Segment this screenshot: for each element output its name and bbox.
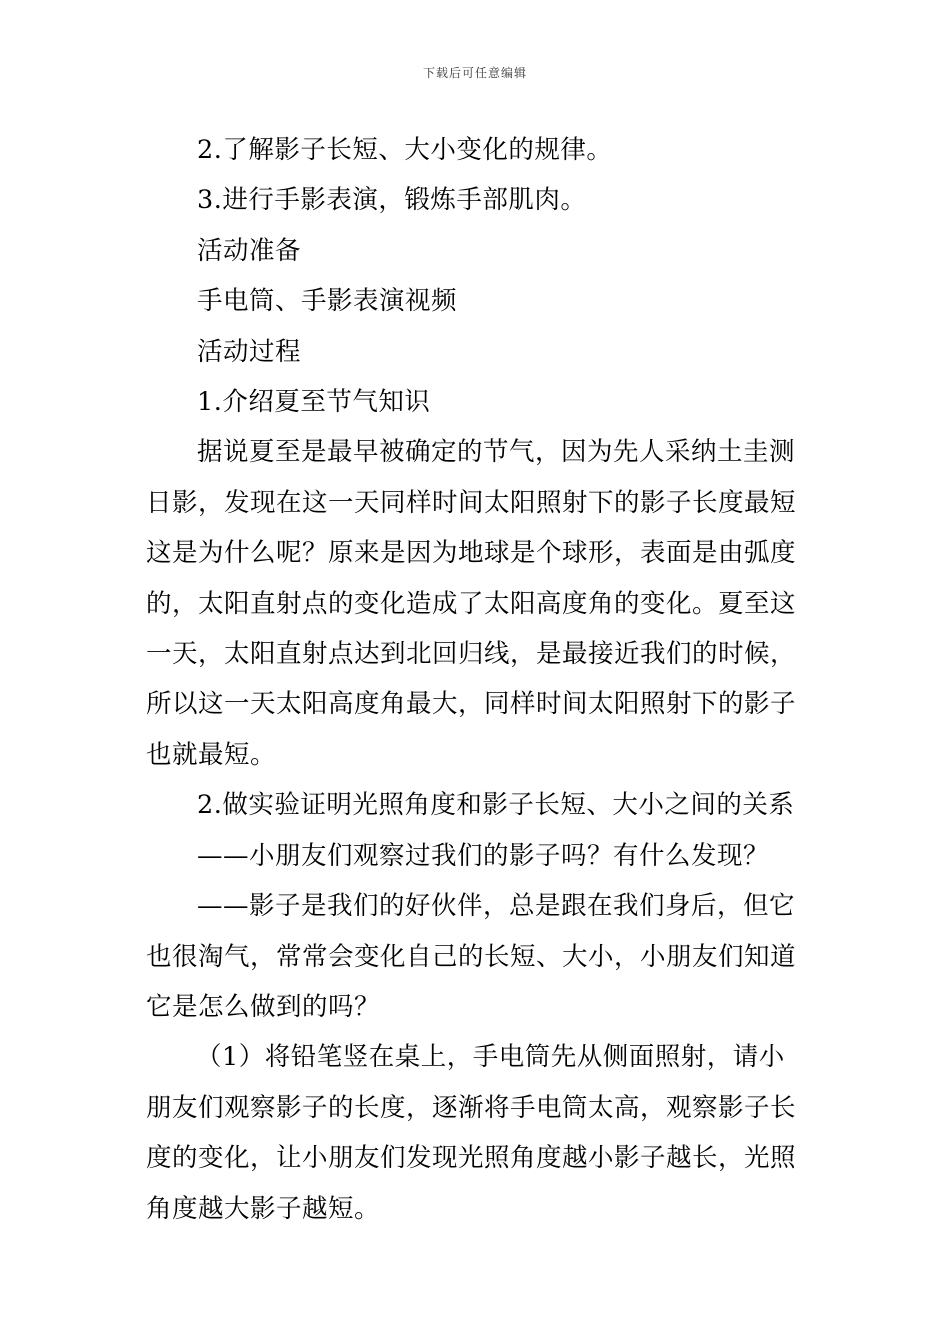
paragraph-objective-3: 3.进行手影表演，锻炼手部肌肉。: [197, 185, 587, 216]
page-header-note: 下载后可任意编辑: [422, 66, 527, 80]
paragraph-materials: 手电筒、手影表演视频: [197, 286, 458, 317]
heading-activity-process: 活动过程: [197, 336, 302, 367]
experiment-step-1: （1）将铅笔竖在桌上，手电筒先从侧面照射，请小朋友们观察影子的长度，逐渐将手电筒太高，观察影子长度的变化，让小朋友们发现光照角度越小影子越长，光照角度越大影子越短。: [146, 1042, 797, 1224]
dialogue-question: ——小朋友们观察过我们的影子吗？有什么发现？: [197, 840, 770, 871]
step-2-title: 2.做实验证明光照角度和影子长短、大小之间的关系: [197, 790, 795, 821]
heading-activity-preparation: 活动准备: [197, 235, 302, 266]
step-1-title: 1.介绍夏至节气知识: [197, 387, 431, 418]
paragraph-summer-solstice: 据说夏至是最早被确定的节气，因为先人采纳土圭测日影，发现在这一天同样时间太阳照射下的影子长度最短这是为什么呢？原来是因为地球是个球形，表面是由弧度的，太阳直射点的变化造成了太阳高度角的变化。夏至这一天，太阳直射点达到北回归线，是最接近我们的时候，所以这一天太阳高度角最大，同样时间太阳照射下的影子也就最短。: [146, 437, 797, 770]
dialogue-answer: ——影子是我们的好伙伴，总是跟在我们身后，但它也很淘气，常常会变化自己的长短、大小，小朋友们知道它是怎么做到的吗？: [146, 891, 797, 1022]
document-body: [146, 125, 808, 1234]
paragraph-objective-2: 2.了解影子长短、大小变化的规律。: [197, 135, 613, 165]
